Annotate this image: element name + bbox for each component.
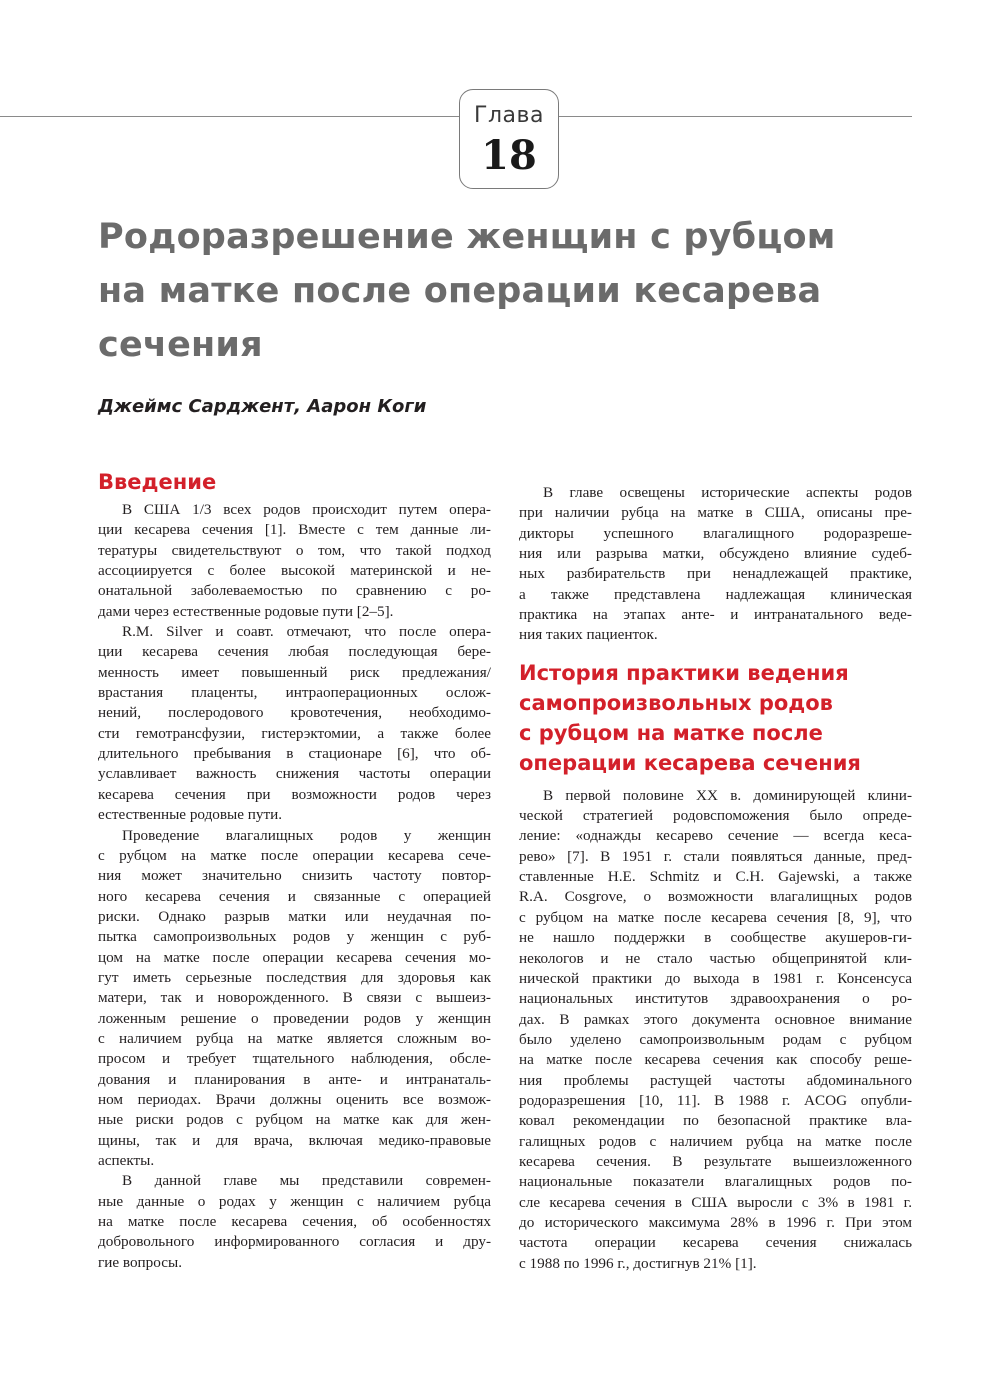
text-line: цом на матке после операции кесарева сечения мо- [98,948,491,966]
text-line: В США 1/3 всех родов происходит путем опера- [122,501,491,518]
text-line: некологов и не стало частью общепринятой кли- [519,949,912,967]
text-line: родоразрешения [10, 11]. В 1988 г. ACOG опубли- [519,1091,912,1109]
chapter-title-line: на матке после операции кесарева [98,271,822,311]
text-line: менность имеет повышенный риск предлежания/ [98,663,491,681]
text-line: кесарева сечения. В результате вышеизложенного [519,1152,912,1170]
section-heading-history [519,658,912,778]
text-line: практика на этапах анте- и интранатального веде- [519,606,912,624]
text-line: а также представлена надлежащая клиническая [519,585,912,603]
text-line: матери, так и новорожденного. В связи с вышеиз- [98,989,491,1007]
text-line: с рубцом на матке после операции кесарева сече- [98,846,491,864]
text-line: сти гемотрансфузии, гистерэктомии, а также более [98,724,491,742]
text-line: R.M. Silver и соавт. отмечают, что после опера- [122,623,491,641]
text-line: добровольного информированного согласия и дру- [98,1233,491,1251]
text-line: аспекты. [98,1152,155,1169]
text-line: ном периодах. Врачи должны оценить все возмож- [98,1090,491,1108]
text-line: В первой половине XX в. доминирующей клини- [543,786,912,804]
text-line: ных разбирательств при ненадлежащей практике, [519,565,912,583]
text-line: тературы свидетельствуют о том, что такой подход [98,541,491,559]
chapter-title [98,210,918,372]
text-line: ции кесарева сечения любая последующая бере- [98,643,491,661]
chapter-title-line: Родоразрешение женщин с рубцом [98,217,836,257]
authors: Джеймс Сарджент, Аарон Коги [98,396,427,417]
text-line: ные риски родов с рубцом на матке как для жен- [98,1111,491,1129]
section-heading-line: с рубцом на матке после [519,720,823,745]
text-line: частота операции кесарева сечения снижалась [519,1234,912,1252]
text-line: на матке после кесарева сечения как способу реше- [519,1051,912,1069]
text-line: уславливает важность снижения частоты операции [98,765,491,783]
text-line: Проведение влагалищных родов у женщин [122,826,491,844]
paragraph [519,786,912,1274]
text-line: ные данные о родах у женщин с наличием рубца [98,1192,491,1210]
paragraph [98,622,491,825]
section-heading-line: самопроизвольных родов [519,690,833,715]
text-line: В данной главе мы представили современ- [122,1172,491,1190]
text-line: нений, послеродового кровотечения, необходимо- [98,704,491,722]
text-line: до исторического максимума 28% в 1996 г. При этом [519,1213,912,1231]
chapter-label: Глава [474,103,544,128]
text-line: ного кесарева сечения и связанные с операцией [98,887,491,905]
text-line: В главе освещены исторические аспекты родов [543,484,912,501]
chapter-badge [459,89,559,189]
text-line: с наличием рубца на матке является сложным во- [98,1029,491,1047]
text-line: R.A. Cosgrove, о возможности влагалищных родов [519,888,912,906]
text-line: риски. Однако разрыв матки или неудачная по- [98,907,491,925]
paragraph [519,483,912,646]
paragraph [98,826,491,1172]
text-line: дами через естественные родовые пути [2–5]. [98,602,394,620]
text-line: дах. В рамках этого документа основное внимание [519,1010,912,1028]
text-line: ния может значительно снизить частоту повтор- [98,867,491,885]
section-heading-line: История практики ведения [519,660,849,685]
text-line: онатальной заболеваемостью по сравнению с ро- [98,582,491,600]
text-line: ции кесарева сечения [1]. Вместе с тем данные ли- [98,521,491,539]
paragraph [98,500,491,622]
text-line: национальные показатели влагалищных родов по- [519,1173,912,1191]
text-line: гут иметь серьезные последствия для здоровья как [98,968,491,986]
text-line: естественные родовые пути. [98,806,283,824]
text-line: не нашло поддержки в сообществе акушеров-ги- [519,929,912,947]
text-line: с 1988 по 1996 г., достигнув 21% [1]. [519,1254,757,1272]
text-line: гие вопросы. [98,1253,182,1271]
text-line: ческой стратегией родовспоможения было опреде- [519,807,912,825]
chapter-number: 18 [481,132,537,179]
text-line: рево» [7]. В 1951 г. стали появляться данные, пред- [519,847,912,865]
text-line: было уделено самопроизвольным родам с рубцом [519,1030,912,1048]
text-line: ставленные H.E. Schmitz и C.H. Gajewski, а также [519,868,912,886]
text-line: ассоциируется с более высокой материнской и не- [98,562,491,580]
chapter-divider-line [0,116,912,117]
text-line: кесарева сечения при возможности родов через [98,785,491,803]
section-heading-line: операции кесарева сечения [519,750,861,775]
text-line: при наличии рубца на матке в США, описаны пре- [519,504,912,522]
right-column [519,483,912,1274]
paragraph [98,1171,491,1273]
section-heading-introduction: Введение [98,470,217,494]
text-line: пытка самопроизвольных родов у женщин с руб- [98,928,491,946]
text-line: длительного пребывания в стационаре [6], что об- [98,745,491,763]
text-line: щины, так и для врача, включая медико-правовые [98,1131,491,1149]
chapter-title-line: сечения [98,325,263,365]
text-line: дикторы успешного влагалищного родоразреше- [519,524,912,542]
text-line: на матке после кесарева сечения, об особенностях [98,1213,491,1231]
text-line: ковал рекомендации по безопасной практике вла- [519,1112,912,1130]
text-line: с рубцом на матке после кесарева сечения [8, 9], что [519,908,912,926]
text-line: ния или разрыва матки, обсуждено влияние судеб- [519,545,912,563]
text-line: врастания плаценты, интраоперационных ослож- [98,684,491,702]
text-line: просом и требует тщательного наблюдения, обсле- [98,1050,491,1068]
text-line: нической практики до выхода в 1981 г. Консенсуса [519,969,912,987]
text-line: ния таких пациенток. [519,626,658,644]
text-line: ния проблемы растущей частоты абдоминального [519,1071,912,1089]
text-line: ление: «однажды кесарево сечение — всегда кеса- [519,827,912,845]
text-line: дования и планирования в анте- и интранаталь- [98,1070,491,1088]
text-line: ложенным решение о проведении родов у женщин [98,1009,491,1027]
text-line: сле кесарева сечения в США выросли с 3% в 1981 г. [519,1193,912,1211]
text-line: галищных родов с наличием рубца на матке после [519,1132,912,1150]
text-line: национальных институтов здравоохранения о ро- [519,990,912,1008]
left-column [98,467,491,1273]
